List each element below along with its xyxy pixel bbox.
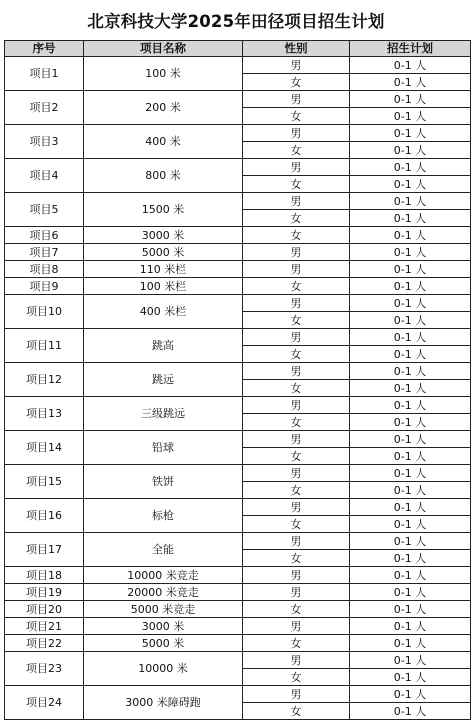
event-number-cell: 项目14: [5, 431, 84, 465]
table-row: [5, 618, 471, 635]
table-row: [5, 635, 471, 652]
plan-cell: 0-1 人: [350, 465, 471, 482]
table-row: [5, 57, 471, 74]
plan-cell: 0-1 人: [350, 482, 471, 499]
plan-cell: 0-1 人: [350, 533, 471, 550]
gender-cell: 男: [243, 465, 350, 482]
table-row: [5, 601, 471, 618]
plan-cell: 0-1 人: [350, 584, 471, 601]
gender-cell: 男: [243, 329, 350, 346]
event-number-cell: 项目10: [5, 295, 84, 329]
table-row: [5, 159, 471, 176]
plan-cell: 0-1 人: [350, 74, 471, 91]
header-number: 序号: [5, 41, 84, 57]
event-number-cell: 项目16: [5, 499, 84, 533]
plan-cell: 0-1 人: [350, 295, 471, 312]
plan-cell: 0-1 人: [350, 380, 471, 397]
event-number-cell: 项目9: [5, 278, 84, 295]
plan-cell: 0-1 人: [350, 414, 471, 431]
table-row: [5, 397, 471, 414]
event-number-cell: 项目5: [5, 193, 84, 227]
event-number-cell: 项目17: [5, 533, 84, 567]
table-row: [5, 329, 471, 346]
table-row: [5, 193, 471, 210]
header-gender: 性别: [243, 41, 350, 57]
plan-cell: 0-1 人: [350, 652, 471, 669]
gender-cell: 女: [243, 312, 350, 329]
table-header-row: [5, 41, 471, 57]
event-number-cell: 项目24: [5, 686, 84, 720]
gender-cell: 女: [243, 669, 350, 686]
event-name-cell: 110 米栏: [84, 261, 243, 278]
plan-cell: 0-1 人: [350, 567, 471, 584]
plan-cell: 0-1 人: [350, 669, 471, 686]
gender-cell: 女: [243, 108, 350, 125]
event-name-cell: 200 米: [84, 91, 243, 125]
event-name-cell: 800 米: [84, 159, 243, 193]
event-number-cell: 项目8: [5, 261, 84, 278]
enrollment-plan-table: [4, 40, 471, 720]
gender-cell: 女: [243, 380, 350, 397]
gender-cell: 男: [243, 499, 350, 516]
event-number-cell: 项目23: [5, 652, 84, 686]
plan-cell: 0-1 人: [350, 635, 471, 652]
gender-cell: 男: [243, 431, 350, 448]
event-name-cell: 5000 米: [84, 635, 243, 652]
gender-cell: 女: [243, 516, 350, 533]
table-row: [5, 584, 471, 601]
event-number-cell: 项目2: [5, 91, 84, 125]
plan-cell: 0-1 人: [350, 363, 471, 380]
event-number-cell: 项目15: [5, 465, 84, 499]
gender-cell: 男: [243, 244, 350, 261]
plan-cell: 0-1 人: [350, 329, 471, 346]
plan-cell: 0-1 人: [350, 227, 471, 244]
event-name-cell: 1500 米: [84, 193, 243, 227]
gender-cell: 女: [243, 414, 350, 431]
event-number-cell: 项目20: [5, 601, 84, 618]
gender-cell: 女: [243, 278, 350, 295]
gender-cell: 女: [243, 210, 350, 227]
plan-cell: 0-1 人: [350, 431, 471, 448]
gender-cell: 女: [243, 703, 350, 720]
table-row: [5, 363, 471, 380]
table-row: [5, 91, 471, 108]
event-name-cell: 3000 米障碍跑: [84, 686, 243, 720]
table-row: [5, 244, 471, 261]
gender-cell: 女: [243, 227, 350, 244]
gender-cell: 女: [243, 482, 350, 499]
gender-cell: 男: [243, 125, 350, 142]
gender-cell: 女: [243, 635, 350, 652]
event-name-cell: 3000 米: [84, 227, 243, 244]
event-name-cell: 标枪: [84, 499, 243, 533]
gender-cell: 男: [243, 193, 350, 210]
gender-cell: 男: [243, 533, 350, 550]
gender-cell: 男: [243, 91, 350, 108]
event-name-cell: 全能: [84, 533, 243, 567]
event-number-cell: 项目12: [5, 363, 84, 397]
gender-cell: 女: [243, 176, 350, 193]
gender-cell: 女: [243, 448, 350, 465]
plan-cell: 0-1 人: [350, 91, 471, 108]
plan-cell: 0-1 人: [350, 516, 471, 533]
event-number-cell: 项目7: [5, 244, 84, 261]
plan-cell: 0-1 人: [350, 125, 471, 142]
gender-cell: 男: [243, 159, 350, 176]
gender-cell: 女: [243, 346, 350, 363]
event-name-cell: 5000 米竞走: [84, 601, 243, 618]
gender-cell: 男: [243, 295, 350, 312]
event-name-cell: 3000 米: [84, 618, 243, 635]
gender-cell: 男: [243, 397, 350, 414]
gender-cell: 女: [243, 550, 350, 567]
event-number-cell: 项目6: [5, 227, 84, 244]
event-number-cell: 项目1: [5, 57, 84, 91]
table-row: [5, 652, 471, 669]
plan-cell: 0-1 人: [350, 346, 471, 363]
table-row: [5, 125, 471, 142]
event-name-cell: 10000 米竞走: [84, 567, 243, 584]
event-number-cell: 项目19: [5, 584, 84, 601]
plan-cell: 0-1 人: [350, 142, 471, 159]
table-row: [5, 227, 471, 244]
plan-cell: 0-1 人: [350, 703, 471, 720]
plan-cell: 0-1 人: [350, 57, 471, 74]
event-number-cell: 项目11: [5, 329, 84, 363]
document-title: 北京科技大学2025年田径项目招生计划: [87, 12, 385, 31]
plan-cell: 0-1 人: [350, 244, 471, 261]
plan-cell: 0-1 人: [350, 261, 471, 278]
gender-cell: 男: [243, 363, 350, 380]
plan-cell: 0-1 人: [350, 278, 471, 295]
gender-cell: 男: [243, 652, 350, 669]
plan-cell: 0-1 人: [350, 159, 471, 176]
header-event-name: 项目名称: [84, 41, 243, 57]
plan-cell: 0-1 人: [350, 397, 471, 414]
table-row: [5, 533, 471, 550]
plan-cell: 0-1 人: [350, 210, 471, 227]
event-name-cell: 100 米栏: [84, 278, 243, 295]
event-number-cell: 项目13: [5, 397, 84, 431]
event-number-cell: 项目22: [5, 635, 84, 652]
gender-cell: 女: [243, 142, 350, 159]
event-name-cell: 铅球: [84, 431, 243, 465]
table-row: [5, 278, 471, 295]
gender-cell: 女: [243, 601, 350, 618]
table-row: [5, 465, 471, 482]
event-name-cell: 跳高: [84, 329, 243, 363]
gender-cell: 男: [243, 567, 350, 584]
event-name-cell: 三级跳远: [84, 397, 243, 431]
event-name-cell: 5000 米: [84, 244, 243, 261]
gender-cell: 男: [243, 618, 350, 635]
plan-cell: 0-1 人: [350, 108, 471, 125]
table-row: [5, 431, 471, 448]
table-row: [5, 295, 471, 312]
event-name-cell: 10000 米: [84, 652, 243, 686]
event-name-cell: 100 米: [84, 57, 243, 91]
event-number-cell: 项目18: [5, 567, 84, 584]
gender-cell: 男: [243, 57, 350, 74]
table-body: [5, 57, 471, 720]
table-row: [5, 499, 471, 516]
table-row: [5, 686, 471, 703]
event-number-cell: 项目3: [5, 125, 84, 159]
header-plan: 招生计划: [350, 41, 471, 57]
plan-cell: 0-1 人: [350, 550, 471, 567]
table-row: [5, 567, 471, 584]
gender-cell: 男: [243, 686, 350, 703]
gender-cell: 女: [243, 74, 350, 91]
plan-cell: 0-1 人: [350, 176, 471, 193]
event-number-cell: 项目21: [5, 618, 84, 635]
event-name-cell: 400 米: [84, 125, 243, 159]
plan-cell: 0-1 人: [350, 312, 471, 329]
plan-cell: 0-1 人: [350, 499, 471, 516]
event-name-cell: 20000 米竞走: [84, 584, 243, 601]
event-name-cell: 400 米栏: [84, 295, 243, 329]
gender-cell: 男: [243, 261, 350, 278]
plan-cell: 0-1 人: [350, 193, 471, 210]
event-name-cell: 铁饼: [84, 465, 243, 499]
event-name-cell: 跳远: [84, 363, 243, 397]
gender-cell: 男: [243, 584, 350, 601]
plan-cell: 0-1 人: [350, 618, 471, 635]
table-row: [5, 261, 471, 278]
plan-cell: 0-1 人: [350, 686, 471, 703]
event-number-cell: 项目4: [5, 159, 84, 193]
plan-cell: 0-1 人: [350, 601, 471, 618]
plan-cell: 0-1 人: [350, 448, 471, 465]
